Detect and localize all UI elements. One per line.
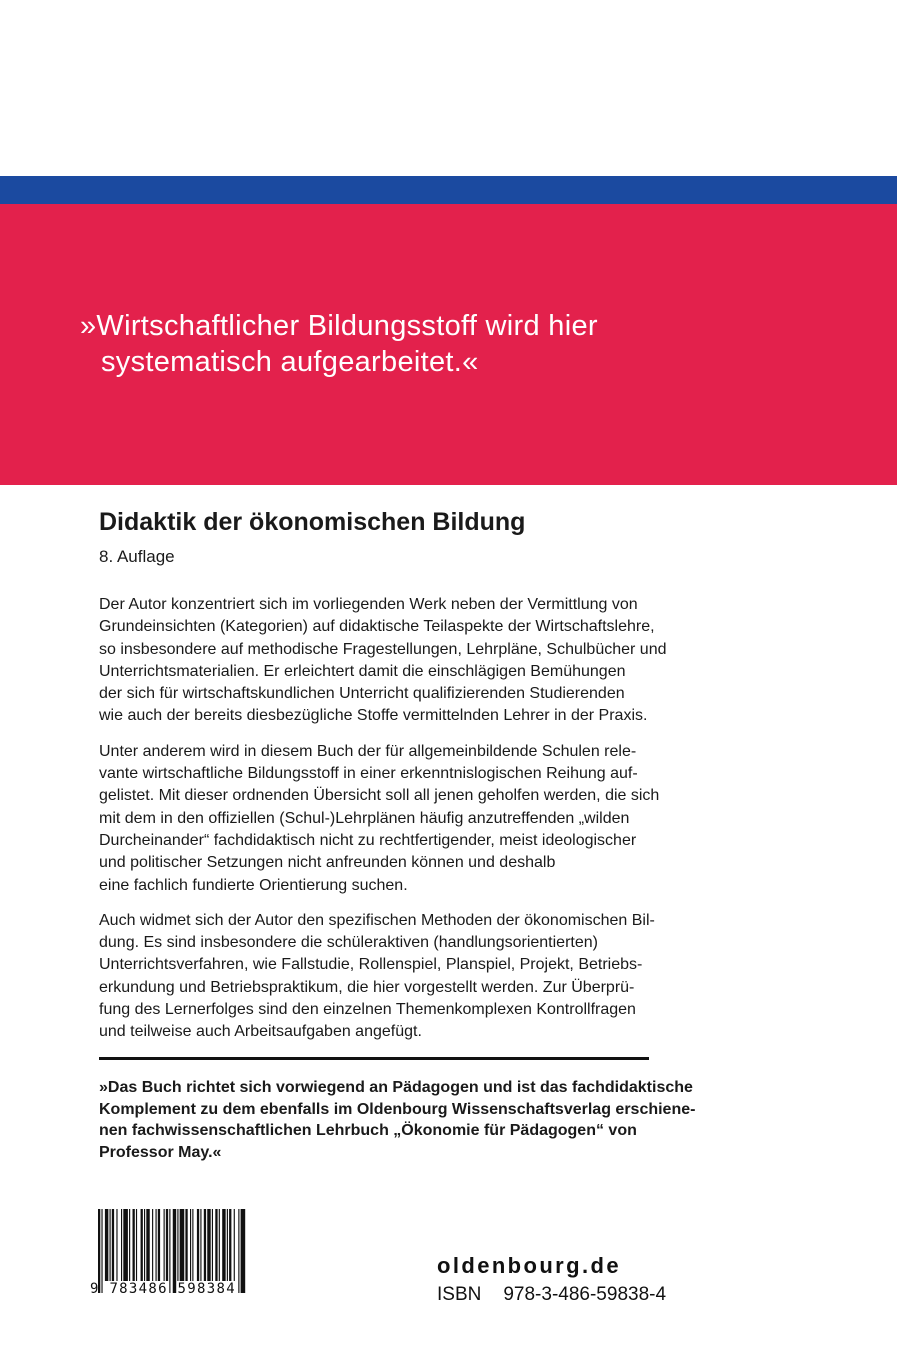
barcode-digits: 9 783486 598384 xyxy=(90,1281,236,1297)
text-line: Unterrichtsmaterialien. Er erleichtert damit die einschlägigen Bemühungen xyxy=(99,662,626,680)
description xyxy=(99,594,719,1057)
text-line: der sich für wirtschaftskundlichen Unterricht qualifizierenden Studierenden xyxy=(99,685,625,703)
text-line: Auch widmet sich der Autor den spezifischen Methoden der ökonomischen Bil- xyxy=(99,911,655,929)
text-line: dung. Es sind insbesondere die schüleraktiven (handlungsorientierten) xyxy=(99,934,598,952)
isbn-label: ISBN xyxy=(437,1284,482,1305)
book-edition: 8. Auflage xyxy=(99,547,175,566)
text-line: Durcheinander“ fachdidaktisch nicht zu rechtfertigender, meist ideologischer xyxy=(99,831,637,849)
divider-rule xyxy=(99,1057,649,1060)
text-line: Professor May.« xyxy=(99,1143,222,1161)
text-line: wie auch der bereits diesbezügliche Stoffe vermittelnden Lehrer in der Praxis. xyxy=(99,707,648,725)
blue-band xyxy=(0,176,897,204)
text-line: eine fachlich fundierte Orientierung suchen. xyxy=(99,876,408,894)
barcode xyxy=(90,1209,248,1327)
publisher-website: oldenbourg.de xyxy=(437,1253,621,1278)
text-line: »Das Buch richtet sich vorwiegend an Pädagogen und ist das fachdidaktische xyxy=(99,1079,693,1096)
quote-line: »Wirtschaftlicher Bildungsstoff wird hier xyxy=(80,310,598,342)
text-line: so insbesondere auf methodische Fragestellungen, Lehrpläne, Schulbücher und xyxy=(99,640,667,658)
text-line: fung des Lernerfolges sind den einzelnen Themenkomplexen Kontrollfragen xyxy=(99,1001,636,1019)
quote-line: systematisch aufgearbeitet.« xyxy=(101,346,479,378)
text-line: mit dem in den offiziellen (Schul-)Lehrplänen häufig anzutreffenden „wilden xyxy=(99,809,630,827)
barcode-bars xyxy=(90,1209,248,1327)
text-line: Der Autor konzentriert sich im vorliegenden Werk neben der Vermittlung von xyxy=(99,596,638,613)
description-paragraph xyxy=(99,594,719,728)
isbn-number: 978-3-486-59838-4 xyxy=(503,1284,667,1305)
text-line: vante wirtschaftliche Bildungsstoff in einer erkenntnislogischen Reihung auf- xyxy=(99,765,638,783)
text-line: Komplement zu dem ebenfalls im Oldenbourg Wissenschaftsverlag erschiene- xyxy=(99,1100,696,1118)
text-line: Grundeinsichten (Kategorien) auf didaktische Teilaspekte der Wirtschaftslehre, xyxy=(99,618,655,636)
text-line: und politischer Setzungen nicht anfreunden können und deshalb xyxy=(99,854,556,872)
description-paragraph xyxy=(99,741,719,897)
text-line: nen fachwissenschaftlichen Lehrbuch „Ökonomie für Pädagogen“ von xyxy=(99,1122,637,1139)
endorsement-quote xyxy=(99,1077,739,1163)
text-line: erkundung und Betriebspraktikum, die hier vorgestellt werden. Zur Überprü- xyxy=(99,978,635,996)
cover-quote xyxy=(80,308,800,380)
isbn-line xyxy=(437,1284,666,1306)
text-line: Unterrichtsverfahren, wie Fallstudie, Rollenspiel, Planspiel, Projekt, Betriebs- xyxy=(99,956,643,974)
text-line: gelistet. Mit dieser ordnenden Übersicht soll all jenen geholfen werden, die sich xyxy=(99,787,660,805)
book-title: Didaktik der ökonomischen Bildung xyxy=(99,508,526,536)
description-paragraph xyxy=(99,910,719,1044)
text-line: und teilweise auch Arbeitsaufgaben angefügt. xyxy=(99,1023,422,1041)
text-line: Unter anderem wird in diesem Buch der für allgemeinbildende Schulen rele- xyxy=(99,742,637,760)
